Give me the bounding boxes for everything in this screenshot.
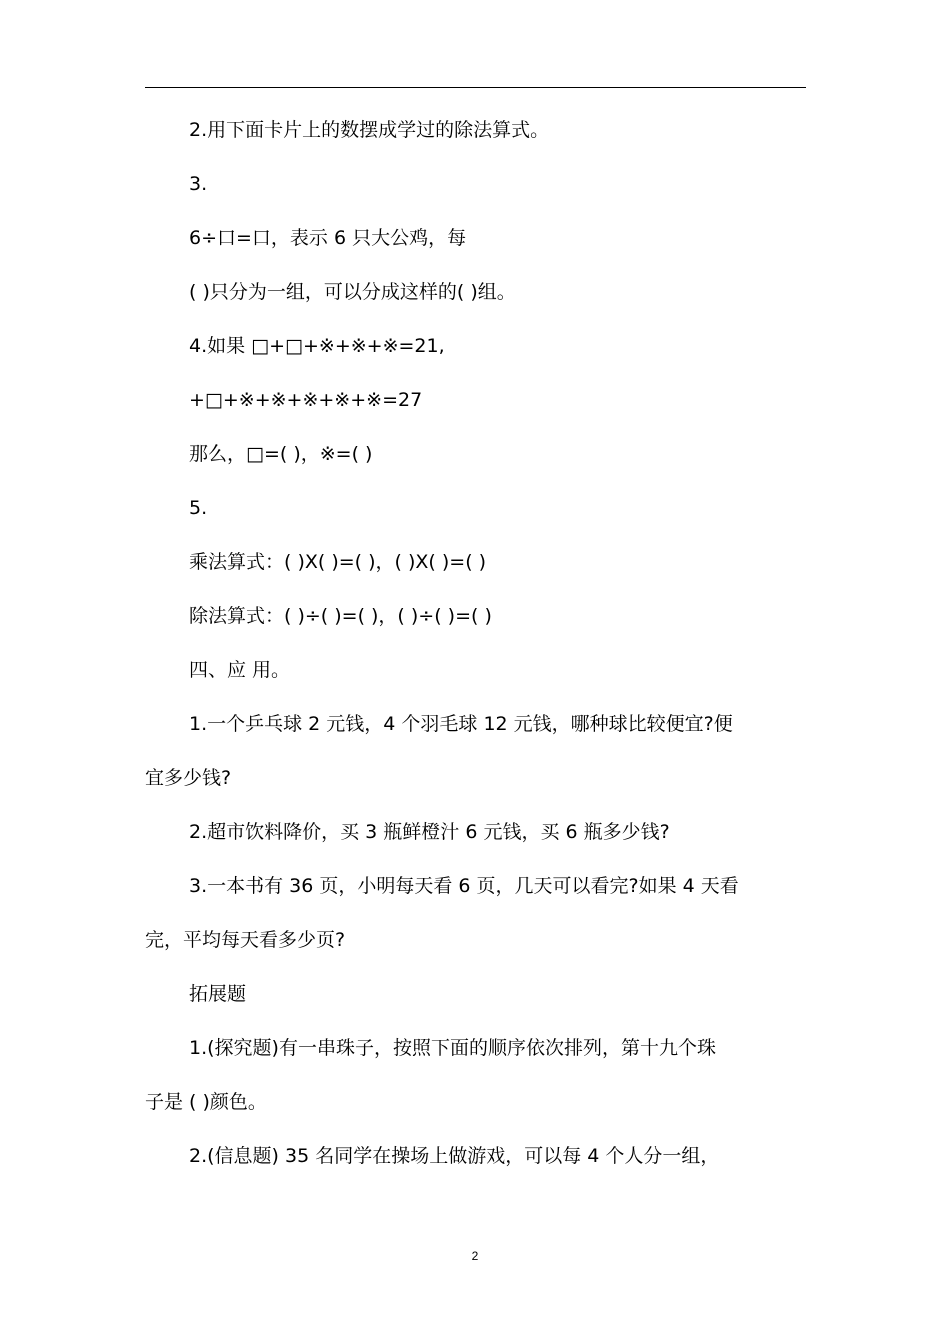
paragraph-line: 6÷口=口，表示 6 只大公鸡，每 xyxy=(189,227,467,249)
paragraph-line: 宜多少钱? xyxy=(145,767,232,789)
section-heading: 四、应 用。 xyxy=(189,659,291,681)
paragraph-line: 4.如果 □+□+※+※+※=21, xyxy=(189,335,445,357)
header-rule xyxy=(145,87,806,88)
paragraph-line: +□+※+※+※+※+※=27 xyxy=(189,389,423,411)
paragraph-line: 1.(探究题)有一串珠子，按照下面的顺序依次排列，第十九个珠 xyxy=(189,1037,716,1059)
paragraph-line: 2.超市饮料降价，买 3 瓶鲜橙汁 6 元钱，买 6 瓶多少钱? xyxy=(189,821,670,843)
paragraph-line: 5. xyxy=(189,497,208,519)
paragraph-line: 1.一个乒乓球 2 元钱，4 个羽毛球 12 元钱，哪种球比较便宜?便 xyxy=(189,713,733,735)
paragraph-line: 乘法算式：( )X( )=( )，( )X( )=( ) xyxy=(189,551,487,573)
paragraph-line: 完，平均每天看多少页? xyxy=(145,929,346,951)
page-number: 2 xyxy=(471,1249,479,1263)
paragraph-line: 2.用下面卡片上的数摆成学过的除法算式。 xyxy=(189,119,550,141)
paragraph-line: 除法算式：( )÷( )=( )，( )÷( )=( ) xyxy=(189,605,492,627)
paragraph-line: 2.(信息题) 35 名同学在操场上做游戏，可以每 4 个人分一组， xyxy=(189,1145,720,1167)
paragraph-line: 3. xyxy=(189,173,208,195)
paragraph-line: 子是 ( )颜色。 xyxy=(145,1091,267,1113)
paragraph-line: 那么，□=( )，※=( ) xyxy=(189,443,373,465)
paragraph-line: 3.一本书有 36 页，小明每天看 6 页，几天可以看完?如果 4 天看 xyxy=(189,875,739,897)
paragraph-line: ( )只分为一组，可以分成这样的( )组。 xyxy=(189,281,516,303)
section-heading: 拓展题 xyxy=(189,983,247,1005)
document-body xyxy=(145,117,806,1170)
